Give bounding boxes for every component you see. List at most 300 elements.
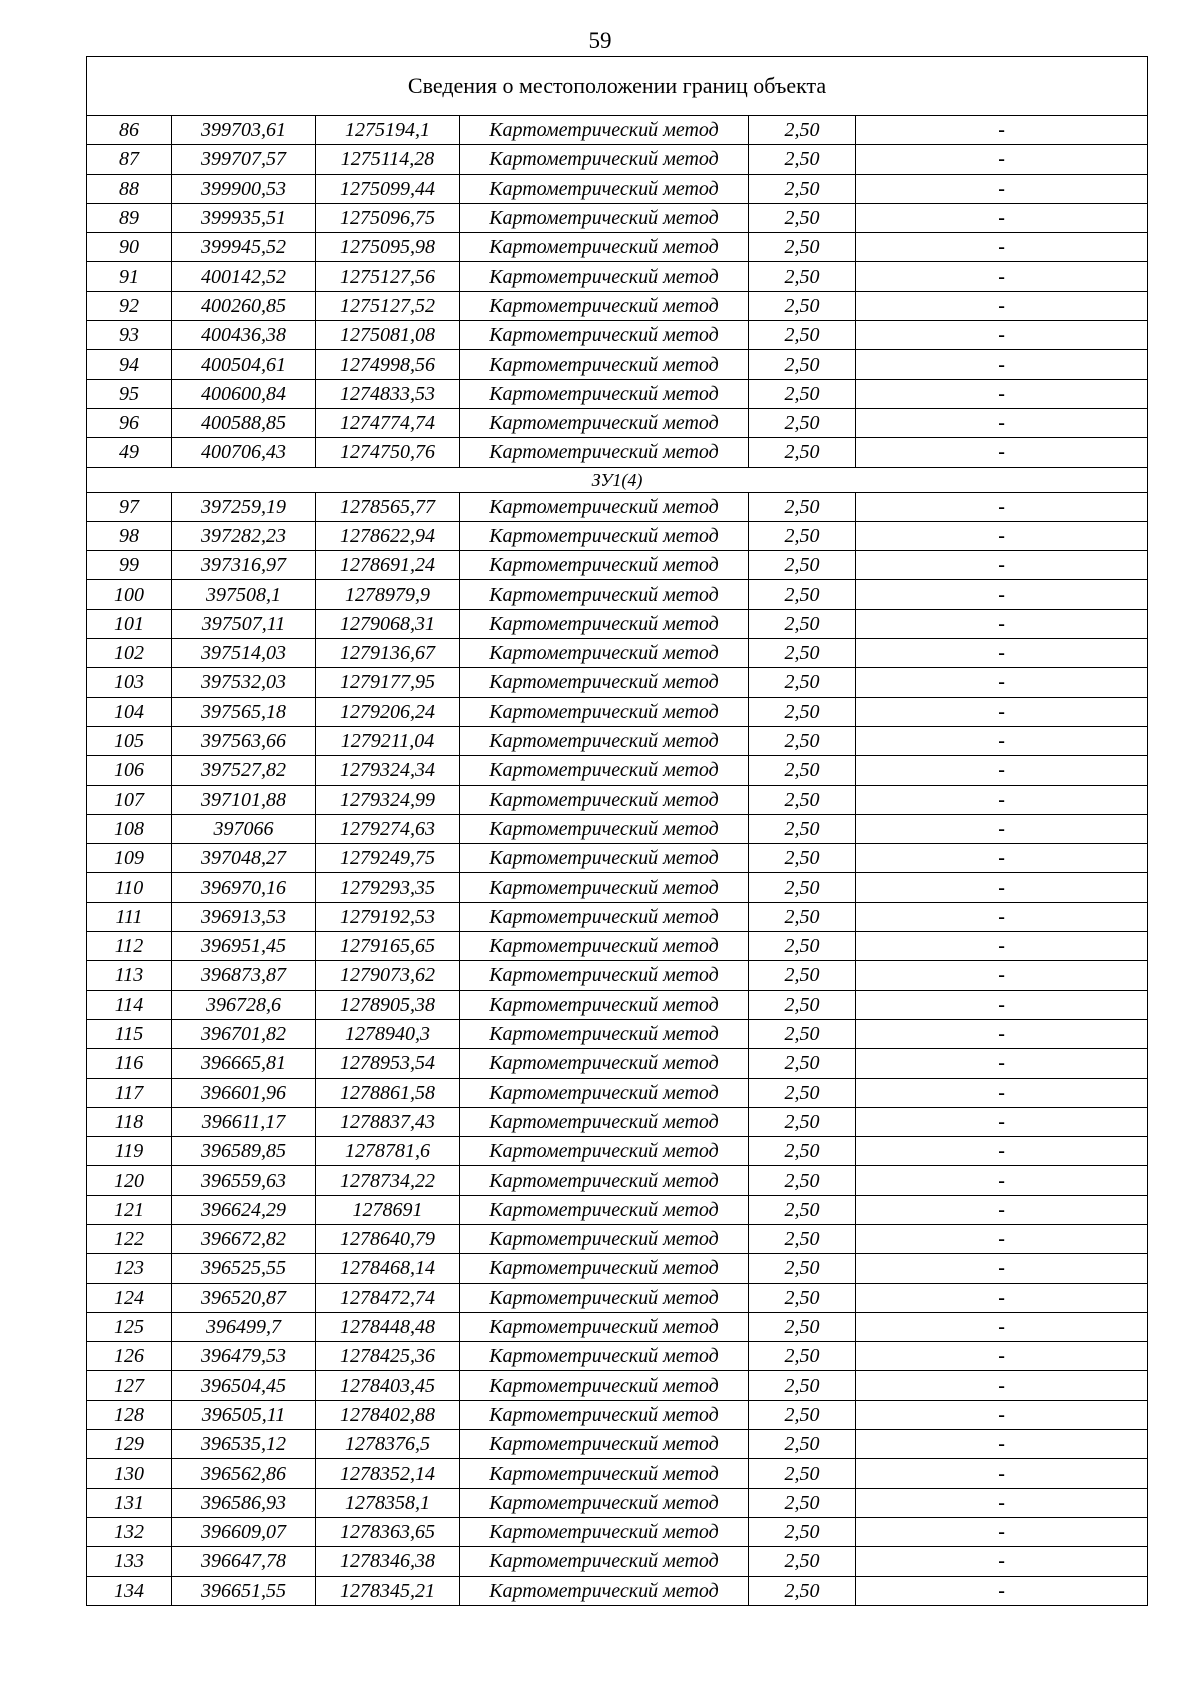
accuracy-cell: 2,50 (749, 521, 856, 550)
table-row (87, 1342, 1148, 1371)
y-coordinate-cell: 1278472,74 (316, 1283, 460, 1312)
x-coordinate-cell: 400436,38 (172, 321, 316, 350)
point-number-cell: 130 (87, 1459, 172, 1488)
x-coordinate-cell: 396520,87 (172, 1283, 316, 1312)
point-number-cell: 107 (87, 785, 172, 814)
table-row (87, 961, 1148, 990)
x-coordinate-cell: 396951,45 (172, 932, 316, 961)
method-cell: Картометрический метод (460, 1312, 749, 1341)
method-cell: Картометрический метод (460, 233, 749, 262)
description-cell: - (856, 990, 1148, 1019)
description-cell: - (856, 1019, 1148, 1048)
table-row (87, 233, 1148, 262)
y-coordinate-cell: 1279165,65 (316, 932, 460, 961)
point-number-cell: 117 (87, 1078, 172, 1107)
accuracy-cell: 2,50 (749, 844, 856, 873)
description-cell: - (856, 726, 1148, 755)
group-header-row (87, 467, 1148, 492)
table-row (87, 1166, 1148, 1195)
x-coordinate-cell: 399707,57 (172, 145, 316, 174)
x-coordinate-cell: 396873,87 (172, 961, 316, 990)
point-number-cell: 88 (87, 174, 172, 203)
y-coordinate-cell: 1278346,38 (316, 1547, 460, 1576)
y-coordinate-cell: 1278781,6 (316, 1137, 460, 1166)
accuracy-cell: 2,50 (749, 1254, 856, 1283)
method-cell: Картометрический метод (460, 262, 749, 291)
y-coordinate-cell: 1275099,44 (316, 174, 460, 203)
accuracy-cell: 2,50 (749, 1459, 856, 1488)
description-cell: - (856, 233, 1148, 262)
accuracy-cell: 2,50 (749, 932, 856, 961)
accuracy-cell: 2,50 (749, 551, 856, 580)
description-cell: - (856, 262, 1148, 291)
point-number-cell: 112 (87, 932, 172, 961)
method-cell: Картометрический метод (460, 203, 749, 232)
description-cell: - (856, 291, 1148, 320)
description-cell: - (856, 321, 1148, 350)
method-cell: Картометрический метод (460, 1517, 749, 1546)
point-number-cell: 125 (87, 1312, 172, 1341)
description-cell: - (856, 1283, 1148, 1312)
y-coordinate-cell: 1275194,1 (316, 116, 460, 145)
method-cell: Картометрический метод (460, 408, 749, 437)
description-cell: - (856, 580, 1148, 609)
x-coordinate-cell: 396589,85 (172, 1137, 316, 1166)
method-cell: Картометрический метод (460, 1576, 749, 1605)
description-cell: - (856, 1224, 1148, 1253)
point-number-cell: 93 (87, 321, 172, 350)
table-row (87, 438, 1148, 467)
x-coordinate-cell: 396586,93 (172, 1488, 316, 1517)
x-coordinate-cell: 396701,82 (172, 1019, 316, 1048)
y-coordinate-cell: 1274998,56 (316, 350, 460, 379)
y-coordinate-cell: 1278402,88 (316, 1400, 460, 1429)
point-number-cell: 105 (87, 726, 172, 755)
table-row (87, 1019, 1148, 1048)
y-coordinate-cell: 1278345,21 (316, 1576, 460, 1605)
method-cell: Картометрический метод (460, 145, 749, 174)
accuracy-cell: 2,50 (749, 1430, 856, 1459)
boundary-coordinates-table (86, 56, 1148, 1606)
x-coordinate-cell: 396601,96 (172, 1078, 316, 1107)
point-number-cell: 101 (87, 609, 172, 638)
y-coordinate-cell: 1278352,14 (316, 1459, 460, 1488)
accuracy-cell: 2,50 (749, 1195, 856, 1224)
point-number-cell: 132 (87, 1517, 172, 1546)
y-coordinate-cell: 1274833,53 (316, 379, 460, 408)
y-coordinate-cell: 1278358,1 (316, 1488, 460, 1517)
method-cell: Картометрический метод (460, 1371, 749, 1400)
table-row (87, 1107, 1148, 1136)
method-cell: Картометрический метод (460, 1019, 749, 1048)
accuracy-cell: 2,50 (749, 785, 856, 814)
description-cell: - (856, 203, 1148, 232)
table-row (87, 580, 1148, 609)
point-number-cell: 99 (87, 551, 172, 580)
y-coordinate-cell: 1275127,56 (316, 262, 460, 291)
method-cell: Картометрический метод (460, 291, 749, 320)
accuracy-cell: 2,50 (749, 116, 856, 145)
method-cell: Картометрический метод (460, 1430, 749, 1459)
x-coordinate-cell: 397282,23 (172, 521, 316, 550)
table-row (87, 1400, 1148, 1429)
accuracy-cell: 2,50 (749, 1078, 856, 1107)
description-cell: - (856, 1547, 1148, 1576)
x-coordinate-cell: 396728,6 (172, 990, 316, 1019)
table-row (87, 1459, 1148, 1488)
x-coordinate-cell: 396647,78 (172, 1547, 316, 1576)
description-cell: - (856, 697, 1148, 726)
accuracy-cell: 2,50 (749, 1371, 856, 1400)
x-coordinate-cell: 397507,11 (172, 609, 316, 638)
x-coordinate-cell: 400600,84 (172, 379, 316, 408)
method-cell: Картометрический метод (460, 1224, 749, 1253)
x-coordinate-cell: 400504,61 (172, 350, 316, 379)
accuracy-cell: 2,50 (749, 321, 856, 350)
accuracy-cell: 2,50 (749, 668, 856, 697)
x-coordinate-cell: 396535,12 (172, 1430, 316, 1459)
method-cell: Картометрический метод (460, 990, 749, 1019)
point-number-cell: 118 (87, 1107, 172, 1136)
table-title-row (87, 57, 1148, 116)
point-number-cell: 131 (87, 1488, 172, 1517)
y-coordinate-cell: 1278691 (316, 1195, 460, 1224)
description-cell: - (856, 1371, 1148, 1400)
y-coordinate-cell: 1274750,76 (316, 438, 460, 467)
table-row (87, 990, 1148, 1019)
table-row (87, 1195, 1148, 1224)
method-cell: Картометрический метод (460, 438, 749, 467)
table-row (87, 668, 1148, 697)
y-coordinate-cell: 1278468,14 (316, 1254, 460, 1283)
method-cell: Картометрический метод (460, 1078, 749, 1107)
description-cell: - (856, 174, 1148, 203)
y-coordinate-cell: 1279324,99 (316, 785, 460, 814)
x-coordinate-cell: 396624,29 (172, 1195, 316, 1224)
description-cell: - (856, 145, 1148, 174)
point-number-cell: 89 (87, 203, 172, 232)
point-number-cell: 126 (87, 1342, 172, 1371)
x-coordinate-cell: 400706,43 (172, 438, 316, 467)
accuracy-cell: 2,50 (749, 291, 856, 320)
description-cell: - (856, 668, 1148, 697)
description-cell: - (856, 1166, 1148, 1195)
point-number-cell: 104 (87, 697, 172, 726)
method-cell: Картометрический метод (460, 697, 749, 726)
point-number-cell: 106 (87, 756, 172, 785)
x-coordinate-cell: 396913,53 (172, 902, 316, 931)
table-row (87, 1283, 1148, 1312)
accuracy-cell: 2,50 (749, 961, 856, 990)
table-row (87, 408, 1148, 437)
y-coordinate-cell: 1278640,79 (316, 1224, 460, 1253)
x-coordinate-cell: 400142,52 (172, 262, 316, 291)
point-number-cell: 100 (87, 580, 172, 609)
table-row (87, 1312, 1148, 1341)
table-row (87, 203, 1148, 232)
method-cell: Картометрический метод (460, 1166, 749, 1195)
description-cell: - (856, 1254, 1148, 1283)
accuracy-cell: 2,50 (749, 639, 856, 668)
x-coordinate-cell: 396505,11 (172, 1400, 316, 1429)
table-row (87, 932, 1148, 961)
method-cell: Картометрический метод (460, 1459, 749, 1488)
x-coordinate-cell: 396665,81 (172, 1049, 316, 1078)
y-coordinate-cell: 1278905,38 (316, 990, 460, 1019)
point-number-cell: 95 (87, 379, 172, 408)
accuracy-cell: 2,50 (749, 580, 856, 609)
y-coordinate-cell: 1278691,24 (316, 551, 460, 580)
point-number-cell: 87 (87, 145, 172, 174)
description-cell: - (856, 785, 1148, 814)
accuracy-cell: 2,50 (749, 203, 856, 232)
table-row (87, 1049, 1148, 1078)
description-cell: - (856, 1049, 1148, 1078)
x-coordinate-cell: 396672,82 (172, 1224, 316, 1253)
accuracy-cell: 2,50 (749, 609, 856, 638)
point-number-cell: 114 (87, 990, 172, 1019)
point-number-cell: 109 (87, 844, 172, 873)
description-cell: - (856, 1195, 1148, 1224)
point-number-cell: 98 (87, 521, 172, 550)
accuracy-cell: 2,50 (749, 1547, 856, 1576)
method-cell: Картометрический метод (460, 1342, 749, 1371)
x-coordinate-cell: 397565,18 (172, 697, 316, 726)
table-row (87, 1488, 1148, 1517)
table-row (87, 521, 1148, 550)
point-number-cell: 121 (87, 1195, 172, 1224)
x-coordinate-cell: 397508,1 (172, 580, 316, 609)
accuracy-cell: 2,50 (749, 1400, 856, 1429)
table-row (87, 321, 1148, 350)
x-coordinate-cell: 397514,03 (172, 639, 316, 668)
y-coordinate-cell: 1278861,58 (316, 1078, 460, 1107)
point-number-cell: 129 (87, 1430, 172, 1459)
table-row (87, 116, 1148, 145)
accuracy-cell: 2,50 (749, 902, 856, 931)
point-number-cell: 133 (87, 1547, 172, 1576)
method-cell: Картометрический метод (460, 551, 749, 580)
table-title: Сведения о местоположении границ объекта (87, 57, 1148, 116)
method-cell: Картометрический метод (460, 902, 749, 931)
group-label: ЗУ1(4) (87, 467, 1148, 492)
accuracy-cell: 2,50 (749, 438, 856, 467)
accuracy-cell: 2,50 (749, 350, 856, 379)
x-coordinate-cell: 397101,88 (172, 785, 316, 814)
point-number-cell: 97 (87, 492, 172, 521)
method-cell: Картометрический метод (460, 1488, 749, 1517)
description-cell: - (856, 551, 1148, 580)
x-coordinate-cell: 399703,61 (172, 116, 316, 145)
x-coordinate-cell: 397259,19 (172, 492, 316, 521)
description-cell: - (856, 961, 1148, 990)
description-cell: - (856, 492, 1148, 521)
y-coordinate-cell: 1278565,77 (316, 492, 460, 521)
x-coordinate-cell: 397527,82 (172, 756, 316, 785)
table-row (87, 1517, 1148, 1546)
method-cell: Картометрический метод (460, 1107, 749, 1136)
point-number-cell: 128 (87, 1400, 172, 1429)
method-cell: Картометрический метод (460, 580, 749, 609)
point-number-cell: 124 (87, 1283, 172, 1312)
accuracy-cell: 2,50 (749, 1517, 856, 1546)
accuracy-cell: 2,50 (749, 814, 856, 843)
table-body (87, 57, 1148, 1606)
table-row (87, 844, 1148, 873)
description-cell: - (856, 1342, 1148, 1371)
accuracy-cell: 2,50 (749, 697, 856, 726)
method-cell: Картометрический метод (460, 873, 749, 902)
table-row (87, 1254, 1148, 1283)
accuracy-cell: 2,50 (749, 1283, 856, 1312)
y-coordinate-cell: 1278979,9 (316, 580, 460, 609)
x-coordinate-cell: 396651,55 (172, 1576, 316, 1605)
table-row (87, 551, 1148, 580)
y-coordinate-cell: 1279068,31 (316, 609, 460, 638)
point-number-cell: 108 (87, 814, 172, 843)
accuracy-cell: 2,50 (749, 1576, 856, 1605)
y-coordinate-cell: 1275114,28 (316, 145, 460, 174)
method-cell: Картометрический метод (460, 756, 749, 785)
point-number-cell: 115 (87, 1019, 172, 1048)
description-cell: - (856, 1517, 1148, 1546)
table-row (87, 1547, 1148, 1576)
x-coordinate-cell: 397048,27 (172, 844, 316, 873)
method-cell: Картометрический метод (460, 1283, 749, 1312)
description-cell: - (856, 1312, 1148, 1341)
description-cell: - (856, 1137, 1148, 1166)
accuracy-cell: 2,50 (749, 492, 856, 521)
y-coordinate-cell: 1279136,67 (316, 639, 460, 668)
point-number-cell: 96 (87, 408, 172, 437)
table-row (87, 492, 1148, 521)
point-number-cell: 127 (87, 1371, 172, 1400)
x-coordinate-cell: 397066 (172, 814, 316, 843)
y-coordinate-cell: 1279324,34 (316, 756, 460, 785)
table-row (87, 639, 1148, 668)
point-number-cell: 123 (87, 1254, 172, 1283)
y-coordinate-cell: 1279073,62 (316, 961, 460, 990)
y-coordinate-cell: 1278363,65 (316, 1517, 460, 1546)
x-coordinate-cell: 396562,86 (172, 1459, 316, 1488)
page-number: 59 (588, 28, 612, 53)
description-cell: - (856, 1576, 1148, 1605)
x-coordinate-cell: 396559,63 (172, 1166, 316, 1195)
point-number-cell: 94 (87, 350, 172, 379)
x-coordinate-cell: 396611,17 (172, 1107, 316, 1136)
table-row (87, 609, 1148, 638)
y-coordinate-cell: 1278940,3 (316, 1019, 460, 1048)
method-cell: Картометрический метод (460, 1049, 749, 1078)
accuracy-cell: 2,50 (749, 1107, 856, 1136)
table-row (87, 873, 1148, 902)
x-coordinate-cell: 399900,53 (172, 174, 316, 203)
description-cell: - (856, 1400, 1148, 1429)
x-coordinate-cell: 397532,03 (172, 668, 316, 697)
description-cell: - (856, 814, 1148, 843)
method-cell: Картометрический метод (460, 844, 749, 873)
y-coordinate-cell: 1278403,45 (316, 1371, 460, 1400)
y-coordinate-cell: 1279206,24 (316, 697, 460, 726)
y-coordinate-cell: 1279177,95 (316, 668, 460, 697)
y-coordinate-cell: 1274774,74 (316, 408, 460, 437)
x-coordinate-cell: 396609,07 (172, 1517, 316, 1546)
x-coordinate-cell: 399935,51 (172, 203, 316, 232)
method-cell: Картометрический метод (460, 521, 749, 550)
y-coordinate-cell: 1278734,22 (316, 1166, 460, 1195)
description-cell: - (856, 379, 1148, 408)
table-row (87, 697, 1148, 726)
accuracy-cell: 2,50 (749, 233, 856, 262)
point-number-cell: 86 (87, 116, 172, 145)
description-cell: - (856, 408, 1148, 437)
y-coordinate-cell: 1275096,75 (316, 203, 460, 232)
description-cell: - (856, 639, 1148, 668)
description-cell: - (856, 873, 1148, 902)
x-coordinate-cell: 399945,52 (172, 233, 316, 262)
y-coordinate-cell: 1278622,94 (316, 521, 460, 550)
table-row (87, 262, 1148, 291)
x-coordinate-cell: 397316,97 (172, 551, 316, 580)
description-cell: - (856, 116, 1148, 145)
x-coordinate-cell: 396504,45 (172, 1371, 316, 1400)
table-row (87, 902, 1148, 931)
accuracy-cell: 2,50 (749, 726, 856, 755)
y-coordinate-cell: 1278448,48 (316, 1312, 460, 1341)
point-number-cell: 120 (87, 1166, 172, 1195)
description-cell: - (856, 1078, 1148, 1107)
description-cell: - (856, 609, 1148, 638)
method-cell: Картометрический метод (460, 321, 749, 350)
accuracy-cell: 2,50 (749, 1019, 856, 1048)
description-cell: - (856, 350, 1148, 379)
table-row (87, 1430, 1148, 1459)
accuracy-cell: 2,50 (749, 1488, 856, 1517)
description-cell: - (856, 1430, 1148, 1459)
accuracy-cell: 2,50 (749, 145, 856, 174)
table-row (87, 756, 1148, 785)
accuracy-cell: 2,50 (749, 756, 856, 785)
table-row (87, 1078, 1148, 1107)
accuracy-cell: 2,50 (749, 1166, 856, 1195)
description-cell: - (856, 1107, 1148, 1136)
description-cell: - (856, 521, 1148, 550)
accuracy-cell: 2,50 (749, 990, 856, 1019)
description-cell: - (856, 932, 1148, 961)
method-cell: Картометрический метод (460, 639, 749, 668)
description-cell: - (856, 1488, 1148, 1517)
method-cell: Картометрический метод (460, 1547, 749, 1576)
table-row (87, 785, 1148, 814)
point-number-cell: 113 (87, 961, 172, 990)
point-number-cell: 102 (87, 639, 172, 668)
table-row (87, 174, 1148, 203)
table-row (87, 145, 1148, 174)
x-coordinate-cell: 396479,53 (172, 1342, 316, 1371)
y-coordinate-cell: 1279274,63 (316, 814, 460, 843)
table-row (87, 1224, 1148, 1253)
point-number-cell: 91 (87, 262, 172, 291)
description-cell: - (856, 438, 1148, 467)
method-cell: Картометрический метод (460, 350, 749, 379)
y-coordinate-cell: 1278425,36 (316, 1342, 460, 1371)
table-row (87, 350, 1148, 379)
method-cell: Картометрический метод (460, 1137, 749, 1166)
description-cell: - (856, 1459, 1148, 1488)
x-coordinate-cell: 396970,16 (172, 873, 316, 902)
x-coordinate-cell: 397563,66 (172, 726, 316, 755)
method-cell: Картометрический метод (460, 1400, 749, 1429)
